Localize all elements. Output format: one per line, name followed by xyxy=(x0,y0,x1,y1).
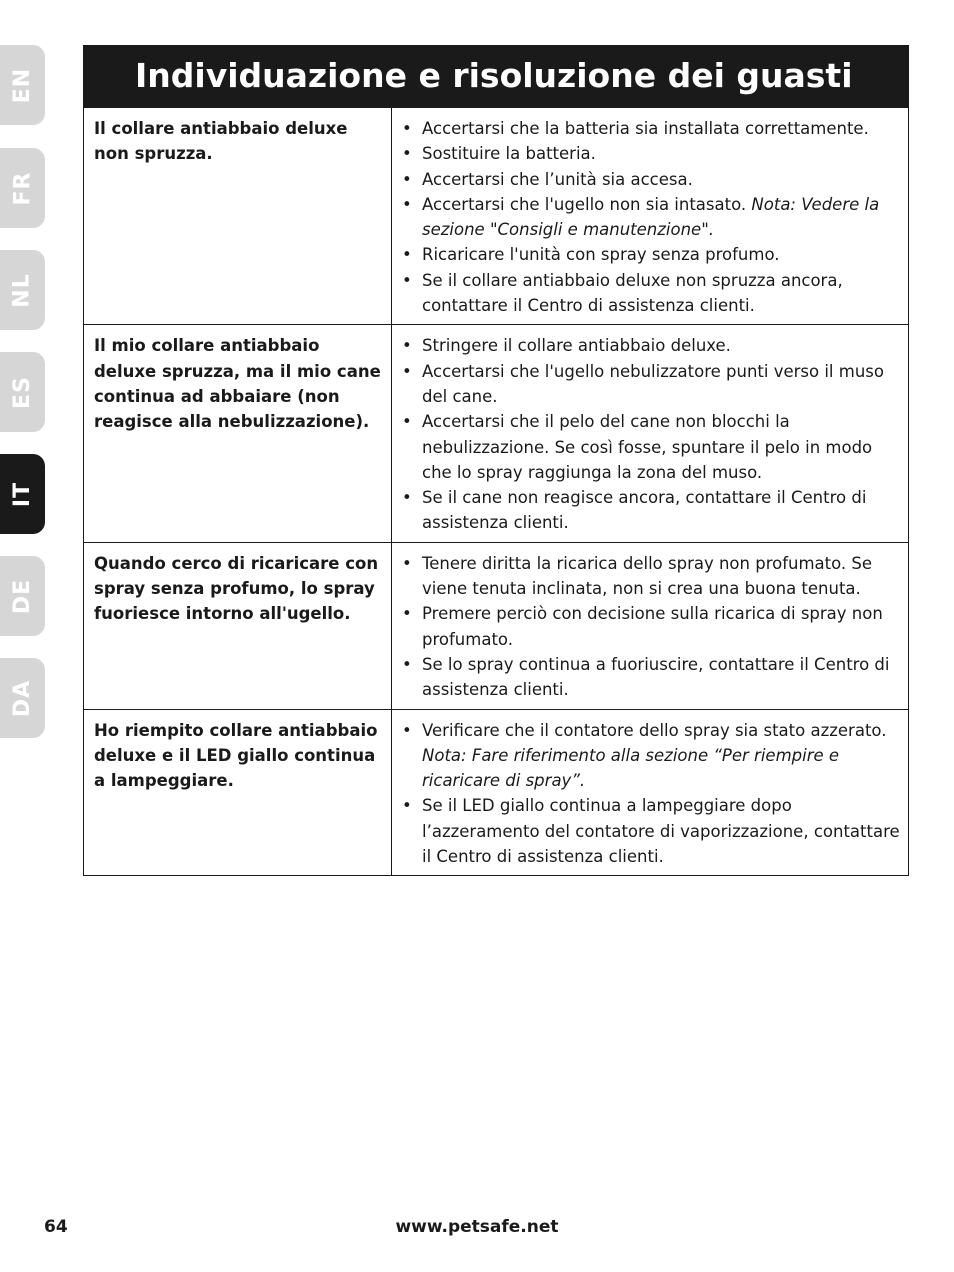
list-item xyxy=(402,359,900,410)
solution-text: Se lo spray continua a fuoriuscire, contattare il Centro di assistenza clienti. xyxy=(422,654,890,700)
solution-note: Nota: Fare riferimento alla sezione “Per riempire e ricaricare di spray”. xyxy=(422,745,840,791)
solution-text: Se il LED giallo continua a lampeggiare dopo l’azzeramento del contatore di vaporizzazione, contattare il Centro di assistenza clienti. xyxy=(422,796,900,867)
solution-text: Accertarsi che l'ugello non sia intasato. xyxy=(422,194,747,214)
list-item xyxy=(402,242,900,267)
solution-text: Tenere diritta la ricarica dello spray non profumato. Se viene tenuta inclinata, non si crea una buona tenuta. xyxy=(422,553,873,599)
language-tab-label: IT xyxy=(9,481,35,507)
language-tab-en[interactable] xyxy=(0,45,45,125)
solution-text: Se il cane non reagisce ancora, contattare il Centro di assistenza clienti. xyxy=(422,488,867,533)
solution-text: Sostituire la batteria. xyxy=(422,144,596,164)
language-tab-it[interactable] xyxy=(0,454,45,534)
solution-text: Accertarsi che l’unità sia accesa. xyxy=(422,169,693,189)
solution-text: Premere perciò con decisione sulla ricarica di spray non profumato. xyxy=(422,604,883,649)
solution-list xyxy=(402,551,900,703)
list-item xyxy=(402,116,900,141)
table-row xyxy=(84,325,909,542)
list-item xyxy=(402,601,900,652)
solution-text: Ricaricare l'unità con spray senza profumo. xyxy=(422,245,780,265)
problem-cell: Il collare antiabbaio deluxe non spruzza. xyxy=(84,108,392,325)
solution-list xyxy=(402,116,900,318)
solution-cell xyxy=(392,542,909,709)
language-tab-fr[interactable] xyxy=(0,148,45,228)
language-tab-label: DE xyxy=(9,578,35,614)
solution-text: Stringere il collare antiabbaio deluxe. xyxy=(422,336,731,356)
list-item xyxy=(402,793,900,869)
list-item xyxy=(402,485,900,536)
solution-cell xyxy=(392,709,909,876)
language-tab-label: DA xyxy=(9,679,35,717)
list-item xyxy=(402,192,900,243)
list-item xyxy=(402,268,900,319)
problem-cell: Il mio collare antiabbaio deluxe spruzza, ma il mio cane continua ad abbaiare (non reagisce alla nebulizzazione). xyxy=(84,325,392,542)
language-tab-label: FR xyxy=(10,171,35,205)
list-item xyxy=(402,409,900,485)
language-tab-da[interactable] xyxy=(0,658,45,738)
solution-text: Se il collare antiabbaio deluxe non spruzza ancora, contattare il Centro di assistenza clienti. xyxy=(422,270,843,316)
list-item xyxy=(402,333,900,358)
solution-cell xyxy=(392,108,909,325)
solution-text: Accertarsi che il pelo del cane non blocchi la nebulizzazione. Se così fosse, spuntare il pelo in modo che lo spray raggiunga la zona del muso. xyxy=(422,412,873,482)
language-tab-label: NL xyxy=(10,272,35,308)
list-item xyxy=(402,718,900,794)
language-tab-nl[interactable] xyxy=(0,250,45,330)
language-tab-label: ES xyxy=(10,375,35,409)
page-number: 64 xyxy=(44,1217,68,1237)
list-item xyxy=(402,167,900,192)
problem-cell: Ho riempito collare antiabbaio deluxe e il LED giallo continua a lampeggiare. xyxy=(84,709,392,876)
table-row xyxy=(84,108,909,325)
table-row xyxy=(84,709,909,876)
solution-text: Accertarsi che la batteria sia installata correttamente. xyxy=(422,119,869,138)
page-title: Individuazione e risoluzione dei guasti xyxy=(83,45,909,107)
solution-list xyxy=(402,718,900,870)
solution-note: Nota: Vedere la sezione "Consigli e manutenzione". xyxy=(422,194,880,240)
language-tab-de[interactable] xyxy=(0,556,45,636)
language-tab-label: EN xyxy=(9,67,35,103)
solution-text: Accertarsi che l'ugello nebulizzatore punti verso il muso del cane. xyxy=(422,361,884,406)
troubleshooting-table xyxy=(83,107,909,876)
table-row xyxy=(84,542,909,709)
solution-list xyxy=(402,333,900,535)
website-link[interactable]: www.petsafe.net xyxy=(395,1217,559,1237)
problem-cell: Quando cerco di ricaricare con spray senza profumo, lo spray fuoriesce intorno all'ugello. xyxy=(84,542,392,709)
list-item xyxy=(402,652,900,703)
solution-cell xyxy=(392,325,909,542)
list-item xyxy=(402,141,900,166)
solution-text: Verificare che il contatore dello spray sia stato azzerato. xyxy=(422,720,887,740)
list-item xyxy=(402,551,900,602)
language-tab-es[interactable] xyxy=(0,352,45,432)
